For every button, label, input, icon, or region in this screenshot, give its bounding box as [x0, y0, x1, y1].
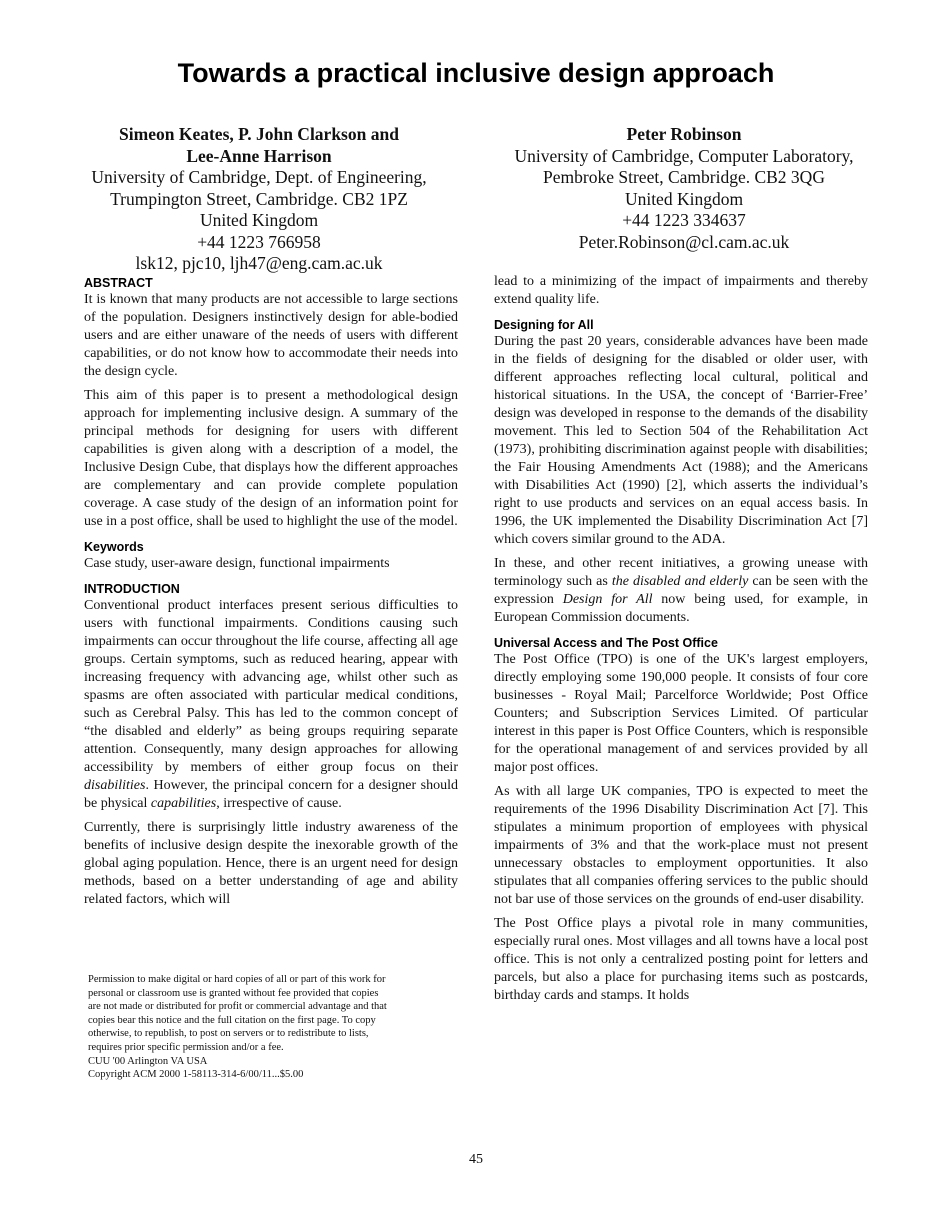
abstract-paragraph: It is known that many products are not accessible to large sections of the population. Designers instinctively design for able-bodied users and are either unaware of the needs of users with different capabilities, or do not know how to accommodate their needs into the design cycle. [84, 292, 458, 379]
designing-for-all-paragraph: During the past 20 years, considerable advances have been made in the fields of designing for the disabled or older user, with different approaches reflecting local cultural, political and historical situations. In the USA, the concept of ‘Barrier-Free’ design was developed in response to the demands of the disability movement. This led to Section 504 of the Rehabilitation Act (1973), prohibiting discrimination against people with disabilities; the Fair Housing Amendments Act (1988); and the Americans with Disabilities Act (1990) [2], which asserts the individual’s right to use products and services on an equal access basis. In 1996, the UK implemented the Disability Discrimination Act [7] which covers similar ground to the ADA. [494, 334, 868, 547]
designing-for-all-heading: Designing for All [494, 318, 594, 332]
author-country: United Kingdom [199, 210, 319, 230]
author-names: Simeon Keates, P. John Clarkson and [119, 124, 399, 144]
author-phone: +44 1223 334637 [622, 210, 746, 230]
keywords-heading: Keywords [84, 540, 144, 554]
permission-notice: Permission to make digital or hard copies of all or part of this work for personal or classroom use is granted without fee provided that copies are not made or distributed for profit or commercial advantage and that copies bear this notice and the full citation on the first page. To copy otherwise, to republish, to post on servers or to redistribute to lists, requires prior specific permission and/or a fee. CUU '00 Arlington VA USA Copyright ACM 2000 1-58113-314-6/00/11...$5.00 [88, 974, 387, 1081]
author-block-left [84, 124, 434, 275]
introduction-heading: INTRODUCTION [84, 582, 180, 596]
author-phone: +44 1223 766958 [197, 231, 321, 252]
introduction-paragraph: Conventional product interfaces present serious difficulties to users with functional impairments. Conditions causing such impairments can occur throughout the life course, affecting all age groups. Certain symptoms, such as reduced hearing, appear with increasing frequency with advancing age, whilst other such as spasms are often associated with particular medical conditions, such as Cerebral Palsy. This has led to the common concept of “the disabled and elderly” as being groups requiring separate attention. Consequently, many design approaches for allowing accessibility by members of either group focus on their disabilities. However, the principal concern for a designer should be physical capabilities, irrespective of cause. [84, 598, 458, 811]
author-email: lsk12, pjc10, ljh47@eng.cam.ac.uk [135, 253, 383, 273]
author-address: Pembroke Street, Cambridge. CB2 3QG [543, 167, 825, 187]
designing-for-all-paragraph: In these, and other recent initiatives, a growing unease with terminology such as the disabled and elderly can be seen with the expression Design for All now being used, for example, in European Commission documents. [494, 556, 868, 625]
author-address: Trumpington Street, Cambridge. CB2 1PZ [110, 188, 408, 209]
introduction-paragraph-cont: lead to a minimizing of the impact of impairments and thereby extend quality life. [494, 274, 868, 307]
author-affiliation: University of Cambridge, Computer Laboratory, [514, 145, 854, 166]
universal-access-paragraph: As with all large UK companies, TPO is expected to meet the requirements of the 1996 Disability Discrimination Act [7]. This stipulates a minimum proportion of employees with physical impairments of 3% and that the work-place must not present unnecessary obstacles to employment opportunities. It also stipulates that all companies offering services to the public should not bar use of those services on the grounds of end-user disability. [494, 784, 868, 907]
author-country: United Kingdom [624, 188, 744, 209]
introduction-paragraph: Currently, there is surprisingly little industry awareness of the benefits of inclusive design despite the inexorable growth of the global aging population. Hence, there is an urgent need for design methods, based on a better understanding of age and ability related factors, which will [84, 820, 458, 907]
universal-access-paragraph: The Post Office (TPO) is one of the UK's largest employers, directly employing some 190,000 people. It consists of four core businesses - Royal Mail; Parcelforce Worldwide; Post Office Counters; and Subscription Services Limited. Of particular interest in this paper is Post Office Counters, which is responsible for the operational management of and services provided by all major post offices. [494, 652, 868, 775]
abstract-paragraph: This aim of this paper is to present a methodological design approach for implementing inclusive design. A summary of the principal methods for designing for users with different capabilities is given along with a description of a model, the Inclusive Design Cube, that displays how the different approaches are complementary and can provide complete population coverage. A case study of the design of an information point for use in a post office, shall be used to highlight the use of the model. [84, 388, 458, 529]
paper-title: Towards a practical inclusive design approach [177, 58, 775, 88]
author-affiliation: University of Cambridge, Dept. of Engineering, [91, 167, 427, 187]
left-column [84, 275, 458, 915]
universal-access-paragraph: The Post Office plays a pivotal role in many communities, especially rural ones. Most villages and all towns have a local post office. This is not only a centralized posting point for letters and parcels, but also a place for purchasing items such as postcards, birthday cards and stamps. It holds [494, 916, 868, 1003]
author-name: Peter Robinson [626, 124, 742, 144]
author-names-cont: Lee-Anne Harrison [186, 145, 332, 166]
author-email: Peter.Robinson@cl.cam.ac.uk [578, 231, 790, 252]
right-column [494, 273, 868, 1005]
abstract-heading: ABSTRACT [84, 276, 153, 290]
keywords-text: Case study, user-aware design, functional impairments [84, 556, 390, 571]
author-block-right [492, 124, 876, 253]
universal-access-heading: Universal Access and The Post Office [494, 636, 718, 650]
page-number: 45 [469, 1152, 483, 1167]
